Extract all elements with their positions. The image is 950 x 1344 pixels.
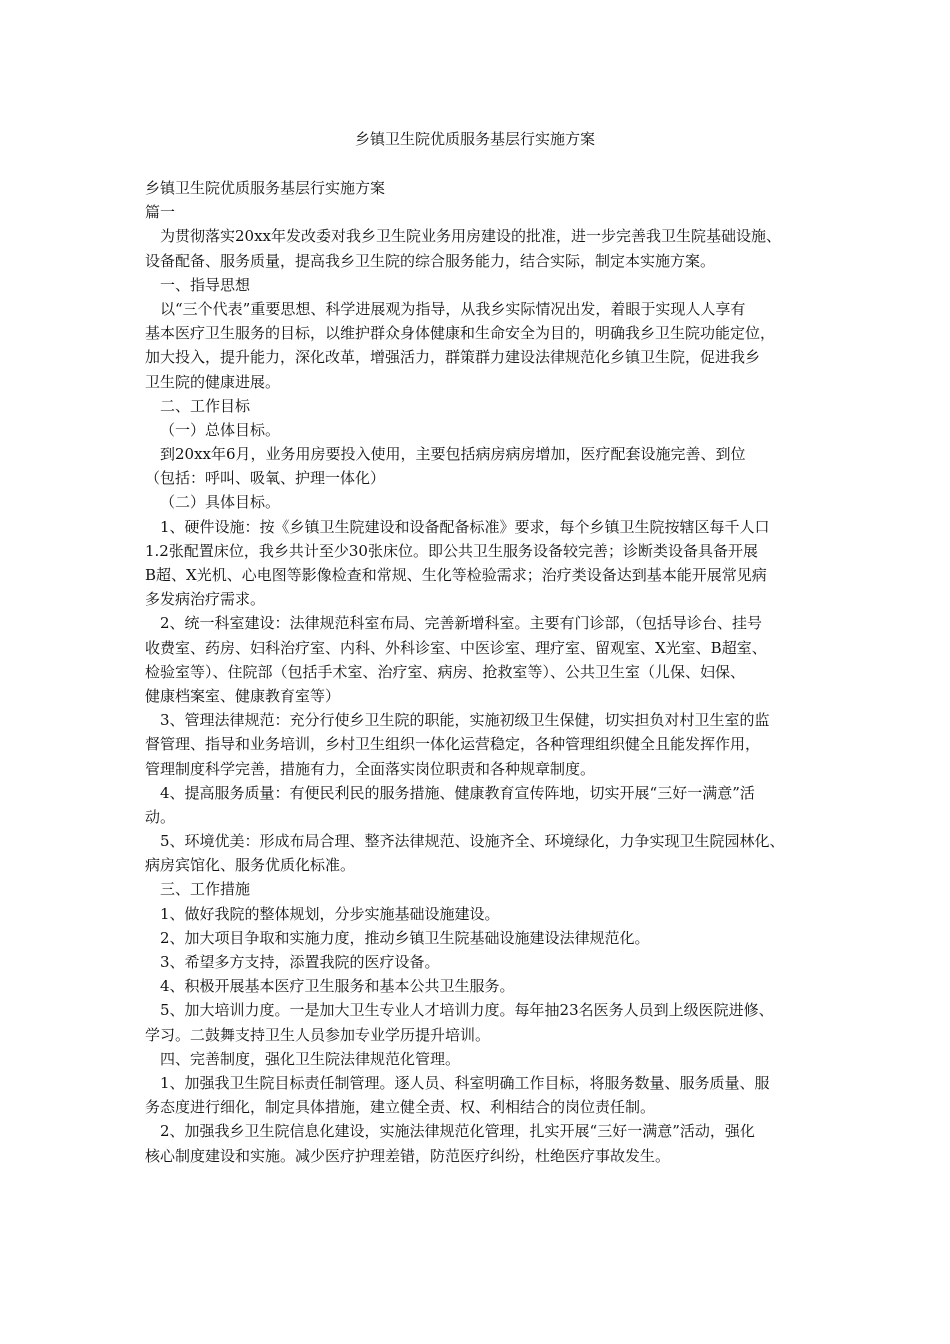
text-line: 四、完善制度，强化卫生院法律规范化管理。 [160, 1049, 461, 1068]
text-line: 1、做好我院的整体规划，分步实施基础设施建设。 [160, 904, 500, 923]
text-line: 二、工作目标 [160, 396, 251, 415]
text-line: 三、工作措施 [160, 880, 251, 899]
text-line: B超、X光机、心电图等影像检查和常规、生化等检验需求；治疗类设备达到基本能开展常见病 [145, 566, 767, 584]
text-line: 乡镇卫生院优质服务基层行实施方案 [145, 179, 386, 197]
text-line: 篇一 [145, 203, 176, 222]
text-line: 学习。二鼓舞支持卫生人员参加专业学历提升培训。 [145, 1025, 491, 1044]
document-body [145, 176, 813, 1168]
text-line: 检验室等）、住院部（包括手术室、治疗室、病房、抢救室等）、公共卫生室（儿保、妇保、 [145, 662, 746, 681]
text-line: 务态度进行细化，制定具体措施，建立健全责、权、利相结合的岗位责任制。 [145, 1098, 656, 1117]
text-line: 病房宾馆化、服务优质化标准。 [145, 856, 356, 875]
text-line: 核心制度建设和实施。减少医疗护理差错，防范医疗纠纷，杜绝医疗事故发生。 [145, 1146, 671, 1165]
text-line: 督管理、指导和业务培训，乡村卫生组织一体化运营稳定，各种管理组织健全且能发挥作用， [145, 735, 761, 754]
text-line: 设备配备、服务质量，提高我乡卫生院的综合服务能力，结合实际，制定本实施方案。 [145, 251, 716, 270]
text-line: （包括：呼叫、吸氧、护理一体化） [145, 469, 386, 488]
text-line: 健康档案室、健康教育室等） [145, 686, 341, 705]
text-line: 到20xx年6月，业务用房要投入使用，主要包括病房病房增加，医疗配套设施完善、到位 [160, 445, 746, 464]
text-line: （一）总体目标。 [160, 420, 281, 439]
text-line: 3、希望多方支持，添置我院的医疗设备。 [160, 953, 440, 971]
text-line: 卫生院的健康进展。 [145, 372, 281, 391]
text-line: 一、指导思想 [160, 275, 251, 294]
text-line: 2、加强我乡卫生院信息化建设，实施法律规范化管理，扎实开展“三好一满意”活动，强化 [160, 1122, 755, 1141]
text-line: 2、统一科室建设：法律规范科室布局、完善新增科室。主要有门诊部，（包括导诊台、挂号 [160, 614, 763, 633]
text-line: 多发病治疗需求。 [145, 590, 266, 609]
text-line: （二）具体目标。 [160, 493, 281, 512]
text-line: 4、提高服务质量：有便民利民的服务措施、健康教育宣传阵地，切实开展“三好一满意”活 [160, 783, 755, 802]
text-line: 2、加大项目争取和实施力度，推动乡镇卫生院基础设施建设法律规范化。 [160, 928, 650, 947]
text-line: 为贯彻落实20xx年发改委对我乡卫生院业务用房建设的批准，进一步完善我卫生院基础设施、 [160, 227, 782, 246]
text-line: 收费室、药房、妇科治疗室、内科、外科诊室、中医诊室、理疗室、留观室、X光室、B超室、 [145, 638, 767, 657]
text-line: 基本医疗卫生服务的目标，以维护群众身体健康和生命安全为目的，明确我乡卫生院功能定位， [145, 324, 776, 343]
page-title: 乡镇卫生院优质服务基层行实施方案 [354, 130, 595, 148]
text-line: 3、管理法律规范：充分行使乡卫生院的职能，实施初级卫生保健，切实担负对村卫生室的监 [160, 711, 770, 730]
text-line: 加大投入，提升能力，深化改革，增强活力，群策群力建设法律规范化乡镇卫生院，促进我乡 [145, 348, 761, 367]
text-line: 1、硬件设施：按《乡镇卫生院建设和设备配备标准》要求，每个乡镇卫生院按辖区每千人口 [160, 517, 770, 536]
text-line: 动。 [145, 807, 176, 826]
text-line: 5、加大培训力度。一是加大卫生专业人才培训力度。每年抽23名医务人员到上级医院进修、 [160, 1001, 774, 1020]
text-line: 5、环境优美：形成布局合理、整齐法律规范、设施齐全、环境绿化，力争实现卫生院园林化、 [160, 832, 785, 851]
text-line: 管理制度科学完善，措施有力，全面落实岗位职责和各种规章制度。 [145, 759, 596, 778]
text-line: 1、加强我卫生院目标责任制管理。逐人员、科室明确工作目标，将服务数量、服务质量、服 [160, 1073, 770, 1092]
text-line: 4、积极开展基本医疗卫生服务和基本公共卫生服务。 [160, 977, 515, 996]
text-line: 以“三个代表”重要思想、科学进展观为指导，从我乡实际情况出发，着眼于实现人人享有 [160, 299, 746, 318]
text-line: 1.2张配置床位，我乡共计至少30张床位。即公共卫生服务设备较完善；诊断类设备具备开展 [145, 541, 758, 560]
